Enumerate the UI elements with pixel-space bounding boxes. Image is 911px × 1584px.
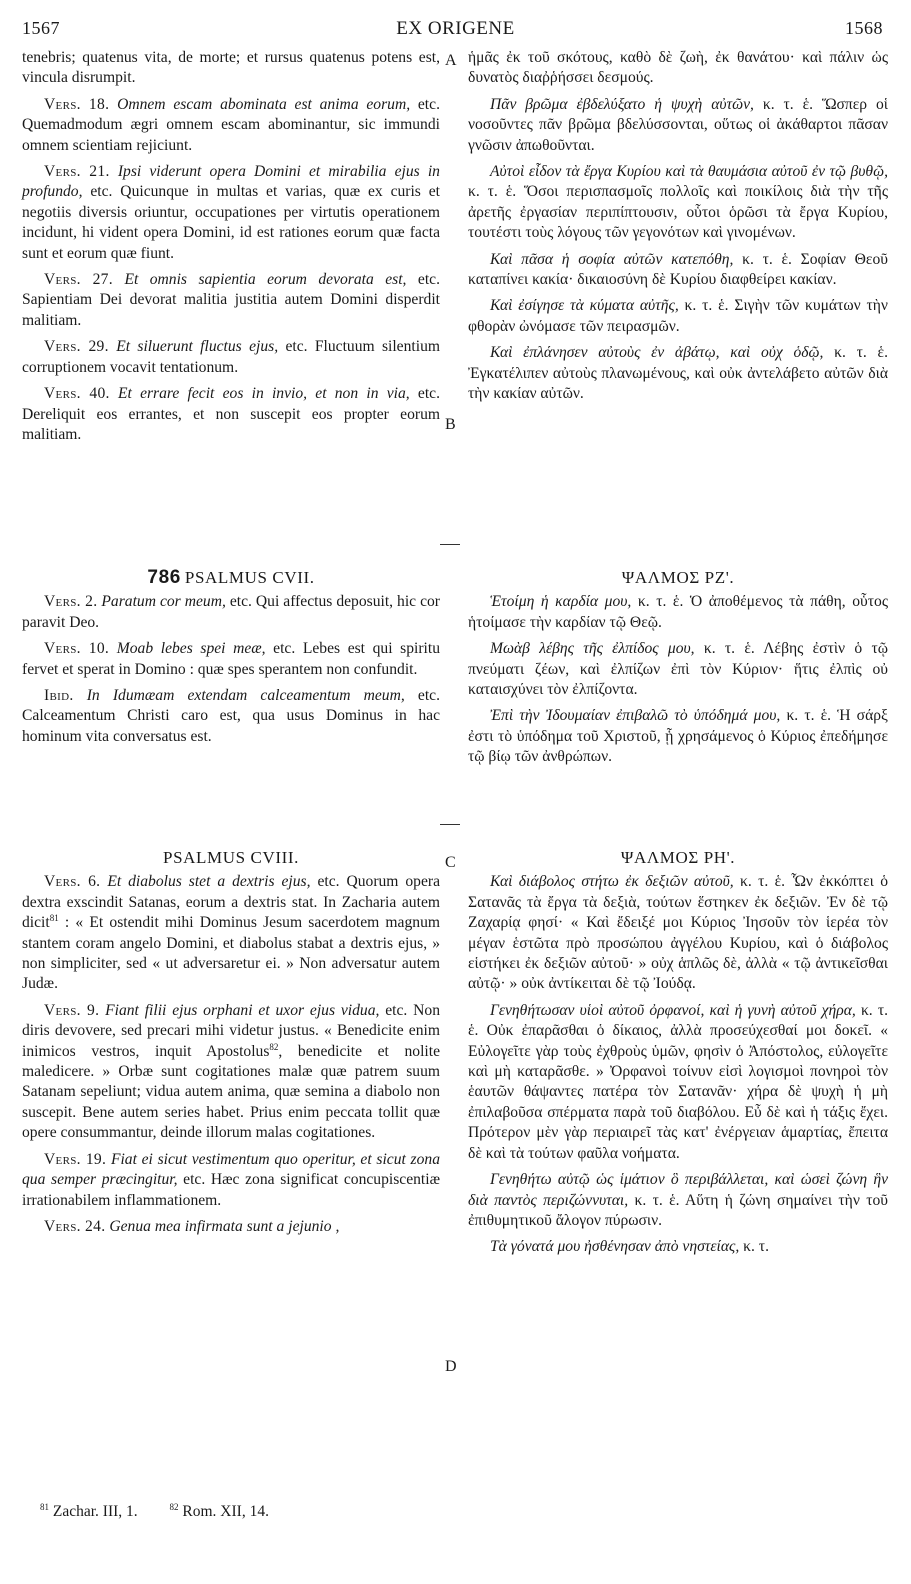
latin-paragraph: Vers. 19. Fiat ei sicut vestimentum quo operitur, et sicut zona qua semper præcingitur, etc. Hæc zona significat concupiscentiæ irrationabilem inflammationem. [22,1150,440,1209]
section-heading: ΨΑΛΜΟΣ ΡΖ'. [621,568,735,587]
column-marker-a: A [445,52,457,69]
column-number: 786 [147,567,181,588]
latin-psalm-108 [22,848,440,1243]
section-heading: ΨΑΛΜΟΣ ΡΗ'. [620,848,736,867]
latin-paragraph: Vers. 6. Et diabolus stet a dextris ejus, etc. Quorum opera dextra exscindit Satanas, eorum a dextris stat. In Zacharia autem dicit$^{81}$ : « Et ostendit mihi Dominus Jesum sacerdotem magnum stantem coram angelo Domini, et diabolus stabat a dextris ejus, » non simpliciter, sed « ut adversaretur ei. » Non adversatur autem Judæ. [22,873,441,993]
greek-paragraph: Καὶ ἐπλάνησεν αὐτοὺς ἐν ἀβάτῳ, καὶ οὐχ ὁδῷ, κ. τ. ἑ. Ἐγκατέλιπεν αὐτοὺς πλανωμένους, καὶ οὐκ ἀντελάβετο αὐτῶν διὰ τὴν κακίαν αὐτῶν. [468,344,888,403]
column-marker-c: C [445,854,456,871]
section-divider [440,824,460,825]
greek-paragraph: Ἐπὶ τὴν Ἰδουμαίαν ἐπιβαλῶ τὸ ὑπόδημά μου, κ. τ. ἑ. Ἡ σάρξ ἐστι τὸ ὑπόδημα τοῦ Χριστοῦ, ᾗ χρησάμενος ὁ Κύριος ἐπεδήμησε τῷ βίῳ τῶν ἀνθρώπων. [468,707,888,766]
footnote: $^{82}$ Rom. XII, 14. [169,1501,269,1520]
column-marker-d: D [445,1358,457,1375]
footnote-ref: 82 [269,1041,279,1052]
section-divider [440,544,460,545]
greek-paragraph: Καὶ διάβολος στήτω ἐκ δεξιῶν αὐτοῦ, κ. τ. ἑ. Ὧν ἐκκόπτει ὁ Σατανᾶς τὰ ἔργα τὰ δεξιὰ, τούτων ἕστηκεν ἐκ δεξιῶν. Ἐν δὲ τῷ Ζαχαρίᾳ φησί· « Καὶ ἔδειξέ μοι Κύριος Ἰησοῦν τὸν ἱερέα τὸν μέγαν ἑστῶτα πρὸ προσώπου ἀγγέλου Κυρίου, καὶ ὁ διάβολος εἱστήκει ἐκ δεξιῶν αὐτοῦ· » οὐχ ἁπλῶς δὲ, ἀλλὰ « τῷ ἀντικεῖσθαι αὐτῷ· » οὐκ ἀντίκειται δὲ τῷ Ἰούδᾳ. [468,873,888,993]
greek-paragraph: Γενηθήτω αὐτῷ ὡς ἱμάτιον ὃ περιβάλλεται, καὶ ὡσεὶ ζώνη ἣν διὰ παντὸς περιζώννυται, κ. τ. ἑ. Αὕτη ἡ ζώνη σημαίνει τὴν τοῦ ἐπιθυμητικοῦ ἄλογον πύρωσιν. [468,1171,888,1229]
latin-paragraph: Vers. 40. Et errare fecit eos in invio, et non in via, etc. Dereliquit eos errantes, et non suscepit eos propter eorum malitiam. [22,385,440,443]
greek-paragraph: Αὐτοὶ εἶδον τὰ ἔργα Κυρίου καὶ τὰ θαυμάσια αὐτοῦ ἐν τῷ βυθῷ, κ. τ. ἑ. Ὅσοι περισπασμοῖς πολλοῖς καὶ ποικίλοις διὰ τὴν τῆς ἀρετῆς ἐργασίαν περιπίπτουσιν, οὗτοι ὁρῶσι τὰ ἔργα Κυρίου, τουτέστι τοὺς λόγους τῶν γεγονότων καὶ γινομένων. [468,163,888,242]
latin-section-1 [22,48,440,451]
greek-paragraph: Ἑτοίμη ἡ καρδία μου, κ. τ. ἑ. Ὁ ἀποθέμενος τὰ πάθη, οὗτος ἡτοίμασε τὴν καρδίαν τῷ Θεῷ. [468,593,889,631]
greek-paragraph: Τὰ γόνατά μου ἠσθένησαν ἀπὸ νηστείας, κ. τ. [490,1238,769,1256]
section-heading: 786 PSALMUS CVII. [147,567,315,588]
greek-paragraph: Πᾶν βρῶμα ἐβδελύξατο ἡ ψυχὴ αὐτῶν, κ. τ. ἑ. Ὥσπερ οἱ νοσοῦντες πᾶν βρῶμα βδελύσσονται, οὕτως οἱ ἀκάθαρτοι πᾶσαν γνῶσιν ἀπωθοῦνται. [468,95,888,154]
greek-paragraph: Γενηθήτωσαν υἱοὶ αὐτοῦ ὀρφανοί, καὶ ἡ γυνὴ αὐτοῦ χήρα, κ. τ. ἑ. Οὐκ ἐπαρᾶσθαι ὁ δίκαιος, ἀλλὰ προσεύχεσθαί μοι δοκεῖ. « Εὐλογεῖτε γὰρ τοὺς ἐχθροὺς ὑμῶν, φησὶν ὁ Ἀπόστολος, εὐλογεῖτε καὶ μὴ καταρᾶσθε. » Ὀρφανοὶ τοίνυν εἰσὶ λογισμοὶ πονηροὶ τὸν ἑαυτῶν θάψαντες πατέρα τὸν Σατανᾶν· χήρα δὲ ψυχὴ ἡ μὴ ἐπιλαβοῦσα σπέρματα παρὰ τοῦ διαβόλου. Εὖ δὲ καὶ ἡ τάξις ἔχει. Πρότερον μὲν γὰρ περιαιρεῖ τὰς κατ' ἐνέργειαν ἁμαρτίας, ἔπειτα δὲ καὶ τὰ τούτων φαῦλα νοήματα. [468,1001,888,1162]
greek-section-1 [468,48,888,411]
latin-paragraph: Vers. 27. Et omnis sapientia eorum devorata est, etc. Sapientiam Dei devorat malitia justitia autem Domini disperdit malitiam. [22,271,440,329]
latin-psalm-107 [22,568,440,753]
latin-paragraph: Vers. 24. Genua mea infirmata sunt a jejunio , [44,1217,340,1235]
latin-paragraph: Vers. 21. Ipsi viderunt opera Domini et mirabilia ejus in profundo, etc. Quicunque in multas et varias, quæ ex curis et negotiis diversis oriuntur, occupationes per virtutis operationem incidunt, hi vident opera Domini, id est rationes eorum quæ facta sunt et eorum quæ fiunt. [22,163,440,262]
greek-psalm-108 [468,848,888,1264]
column-marker-b: B [445,416,456,433]
greek-paragraph: Μωὰβ λέβης τῆς ἐλπίδος μου, κ. τ. ἑ. Λέβης ἐστὶν ὁ τῷ πνεύματι ζέων, καὶ ἐλπίζων ἐπὶ τὸν Κύριον· ἥτις ἐλπὶς οὐ καταισχύνει τὸν ἐλπίζοντα. [468,640,889,699]
latin-paragraph: Vers. 29. Et siluerunt fluctus ejus, etc. Fluctuum silentium corruptionem vocavit tentationum. [22,338,440,376]
latin-paragraph: Vers. 10. Moab lebes spei meæ, etc. Lebes est qui spiritu fervet et sperat in Domino : quæ spes sperantem non confundit. [22,640,440,678]
latin-paragraph: Ibid. In Idumæam extendam calceamentum meum, etc. Calceamentum Christi caro est, qua usus Dominus in hac hominum vita conversatus est. [22,687,440,745]
footnote-ref: 81 [49,913,59,924]
page-number-left: 1567 [22,18,60,38]
page-number-right: 1568 [845,18,883,38]
greek-psalm-107 [468,568,888,774]
greek-paragraph: ἡμᾶς ἐκ τοῦ σκότους, καθὸ δὲ ζωὴ, ἐκ θανάτου· καὶ πάλιν ὡς δυνατὸς διαῤῥήσσει δεσμούς. [468,49,888,87]
footnote: $^{81}$ Zachar. III, 1. [40,1501,138,1520]
greek-paragraph: Καὶ πᾶσα ἡ σοφία αὐτῶν κατεπόθη, κ. τ. ἑ. Σοφίαν Θεοῦ καταπίνει κακία· δικαιοσύνη δὲ Κυρίου διαφθείρει κακίαν. [468,250,888,289]
footnotes [40,1503,297,1521]
section-heading: PSALMUS CVIII. [163,848,299,867]
latin-paragraph: Vers. 9. Fiant filii ejus orphani et uxor ejus vidua, etc. Non diris devovere, sed precari mihi videtur justus. « Benedicite enim inimicos vestros, inquit Apostolus$^{82}$, benedicite et nolite maledicere. » Orbæ sunt cogitationes malæ quæ patrem suum Satanam sepeliunt; vidua autem anima, quæ semina a diabolo non suscepit. Bene autem series habet. Prius enim peccata tollit quæ opere consummantur, deinde illorum malas cogitationes. [22,1001,441,1142]
latin-paragraph: Vers. 18. Omnem escam abominata est anima eorum, etc. Quemadmodum ægri omnem escam abominantur, sic immundi omnem scientiam rejiciunt. [22,95,440,154]
latin-paragraph: tenebris; quatenus vita, de morte; et rursus quatenus potens est, vincula disrumpit. [22,49,440,87]
latin-paragraph: Vers. 2. Paratum cor meum, etc. Qui affectus deposuit, hic cor paravit Deo. [22,593,440,631]
greek-paragraph: Καὶ ἐσίγησε τὰ κύματα αὐτῆς, κ. τ. ἑ. Σιγὴν τῶν κυμάτων τὴν φθορὰν ὠνόμασε τῶν πειρασμῶν. [468,297,888,335]
running-title: EX ORIGENE [396,18,515,39]
